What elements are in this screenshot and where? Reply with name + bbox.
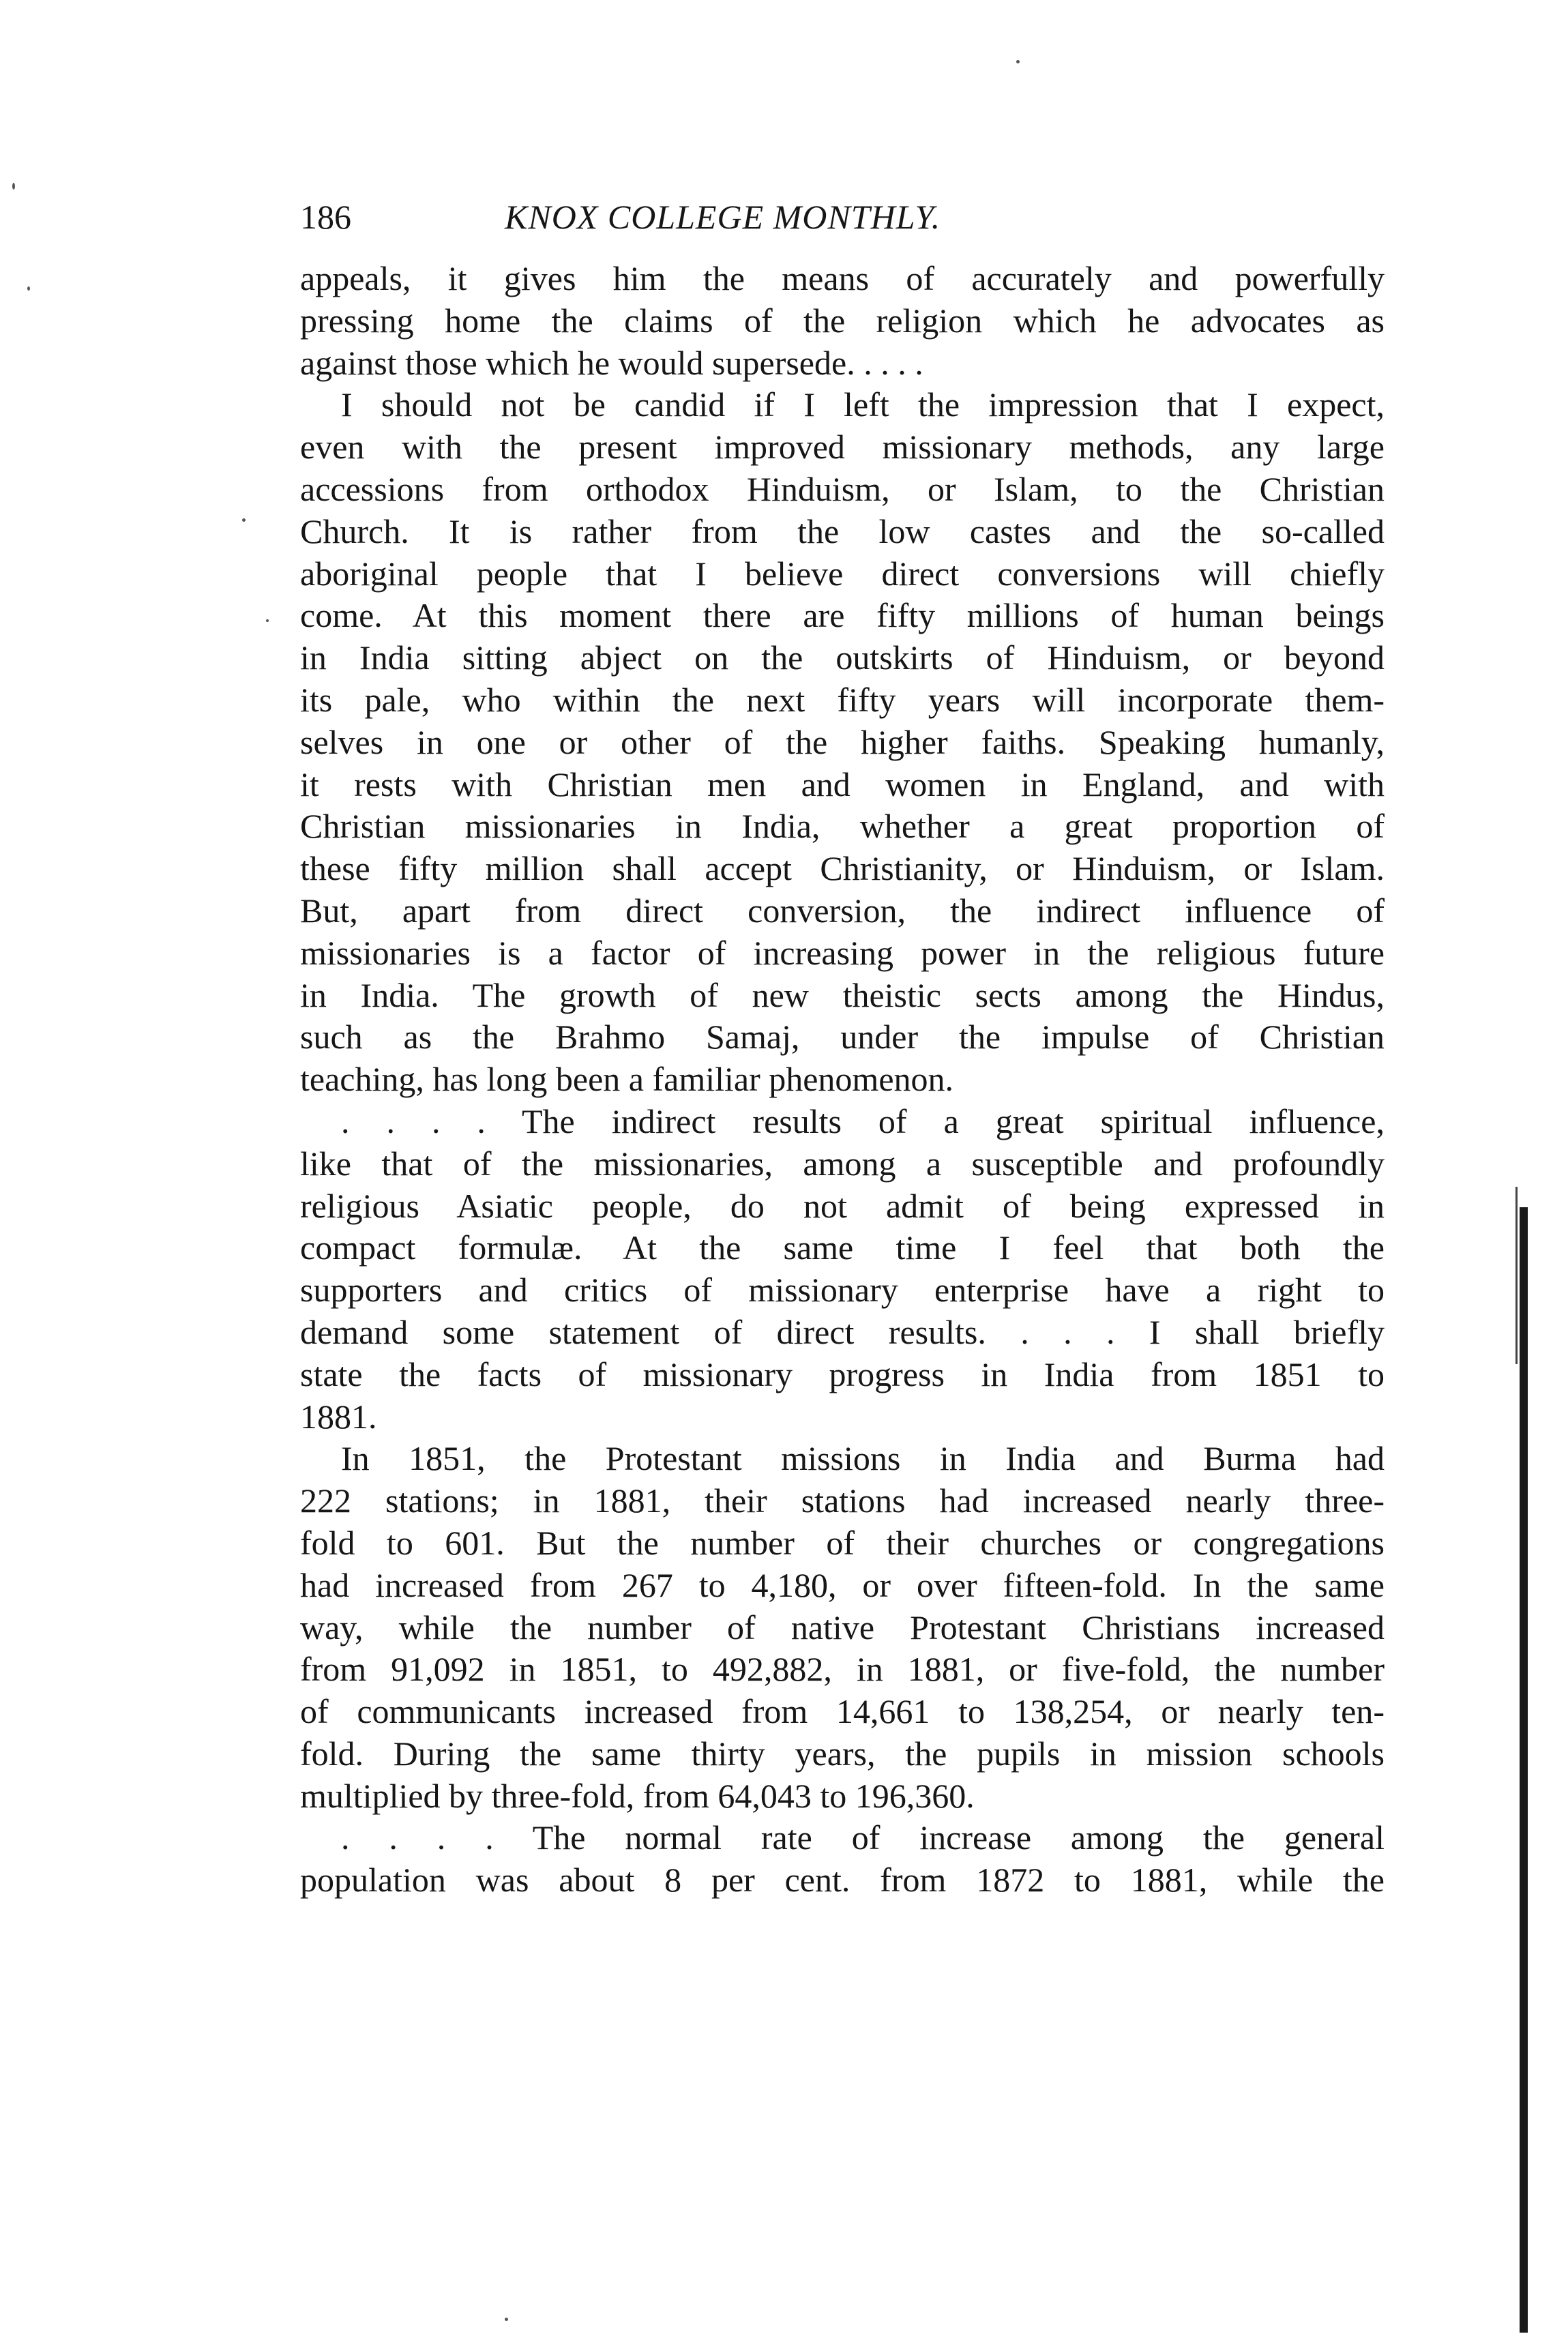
text-line: Christian missionaries in India, whether a great proportion of	[300, 807, 1385, 846]
text-line: religious Asiatic people, do not admit of being expressed in	[300, 1186, 1385, 1225]
text-line: 222 stations; in 1881, their stations had increased nearly three-	[300, 1481, 1385, 1520]
paragraph	[300, 384, 1385, 1101]
running-head	[300, 190, 1385, 244]
text-line: it rests with Christian men and women in England, and with	[300, 765, 1385, 803]
text-line: compact formulæ. At the same time I feel that both the	[300, 1228, 1385, 1267]
scan-speck	[12, 183, 15, 190]
text-line: fold to 601. But the number of their churches or congregations	[300, 1523, 1385, 1562]
page-number: 186	[300, 198, 351, 236]
scan-speck	[27, 286, 30, 291]
text-line: missionaries is a factor of increasing power in the religious future	[300, 933, 1385, 972]
text-line: fold. During the same thirty years, the pupils in mission schools	[300, 1734, 1385, 1773]
paragraph	[300, 1101, 1385, 1438]
scan-margin-bar	[1520, 1207, 1528, 2333]
scan-speck	[242, 518, 246, 522]
text-line: against those which he would supersede. . . . .	[300, 343, 923, 382]
text-line: of communicants increased from 14,661 to 138,254, or nearly ten-	[300, 1692, 1385, 1731]
text-line: these fifty million shall accept Christianity, or Hinduism, or Islam.	[300, 849, 1385, 888]
text-line: appeals, it gives him the means of accurately and powerfully	[300, 259, 1385, 297]
text-line: 1881.	[300, 1397, 377, 1436]
text-line: state the facts of missionary progress in India from 1851 to	[300, 1355, 1385, 1393]
text-line: even with the present improved missionary methods, any large	[300, 428, 1385, 467]
text-line: like that of the missionaries, among a susceptible and profoundly	[300, 1144, 1385, 1183]
scan-margin-mark	[1515, 1187, 1518, 1364]
text-line: had increased from 267 to 4,180, or over fifteen-fold. In the same	[300, 1565, 1385, 1604]
text-line: in India sitting abject on the outskirts of Hinduism, or beyond	[300, 638, 1385, 677]
text-line: supporters and critics of missionary enterprise have a right to	[300, 1271, 1385, 1310]
text-line: its pale, who within the next fifty years will incorporate them-	[300, 680, 1385, 719]
text-line: I should not be candid if I left the impression that I expect,	[341, 385, 1385, 424]
text-line: come. At this moment there are fifty millions of human beings	[300, 596, 1385, 635]
text-line: population was about 8 per cent. from 1872 to 1881, while the	[300, 1861, 1385, 1900]
text-line: . . . . The normal rate of increase among the general	[341, 1818, 1385, 1857]
text-line: multiplied by three-fold, from 64,043 to 196,360.	[300, 1776, 975, 1815]
scan-speck	[1016, 60, 1020, 63]
text-line: demand some statement of direct results. . . . I shall briefly	[300, 1312, 1385, 1351]
paragraph	[300, 1438, 1385, 1817]
paragraph	[300, 1817, 1385, 1902]
text-line: way, while the number of native Protestant Christians increased	[300, 1608, 1385, 1646]
text-line: Church. It is rather from the low castes and the so-called	[300, 512, 1385, 550]
text-line: accessions from orthodox Hinduism, or Islam, to the Christian	[300, 469, 1385, 508]
paragraph	[300, 258, 1385, 384]
text-line: But, apart from direct conversion, the indirect influence of	[300, 891, 1385, 930]
text-line: pressing home the claims of the religion which he advocates as	[300, 301, 1385, 340]
scan-speck	[266, 619, 269, 622]
text-line: in India. The growth of new theistic sects among the Hindus,	[300, 975, 1385, 1014]
text-line: such as the Brahmo Samaj, under the impulse of Christian	[300, 1018, 1385, 1057]
journal-title: KNOX COLLEGE MONTHLY.	[505, 198, 941, 236]
text-line: from 91,092 in 1851, to 492,882, in 1881, or five-fold, the number	[300, 1650, 1385, 1689]
body-text	[300, 258, 1385, 1902]
text-line: . . . . The indirect results of a great spiritual influence,	[341, 1102, 1385, 1140]
text-line: aboriginal people that I believe direct conversions will chiefly	[300, 554, 1385, 593]
text-line: selves in one or other of the higher faiths. Speaking humanly,	[300, 722, 1385, 761]
scan-speck	[505, 2318, 508, 2321]
text-line: In 1851, the Protestant missions in India and Burma had	[341, 1439, 1385, 1478]
text-line: teaching, has long been a familiar phenomenon.	[300, 1060, 954, 1099]
